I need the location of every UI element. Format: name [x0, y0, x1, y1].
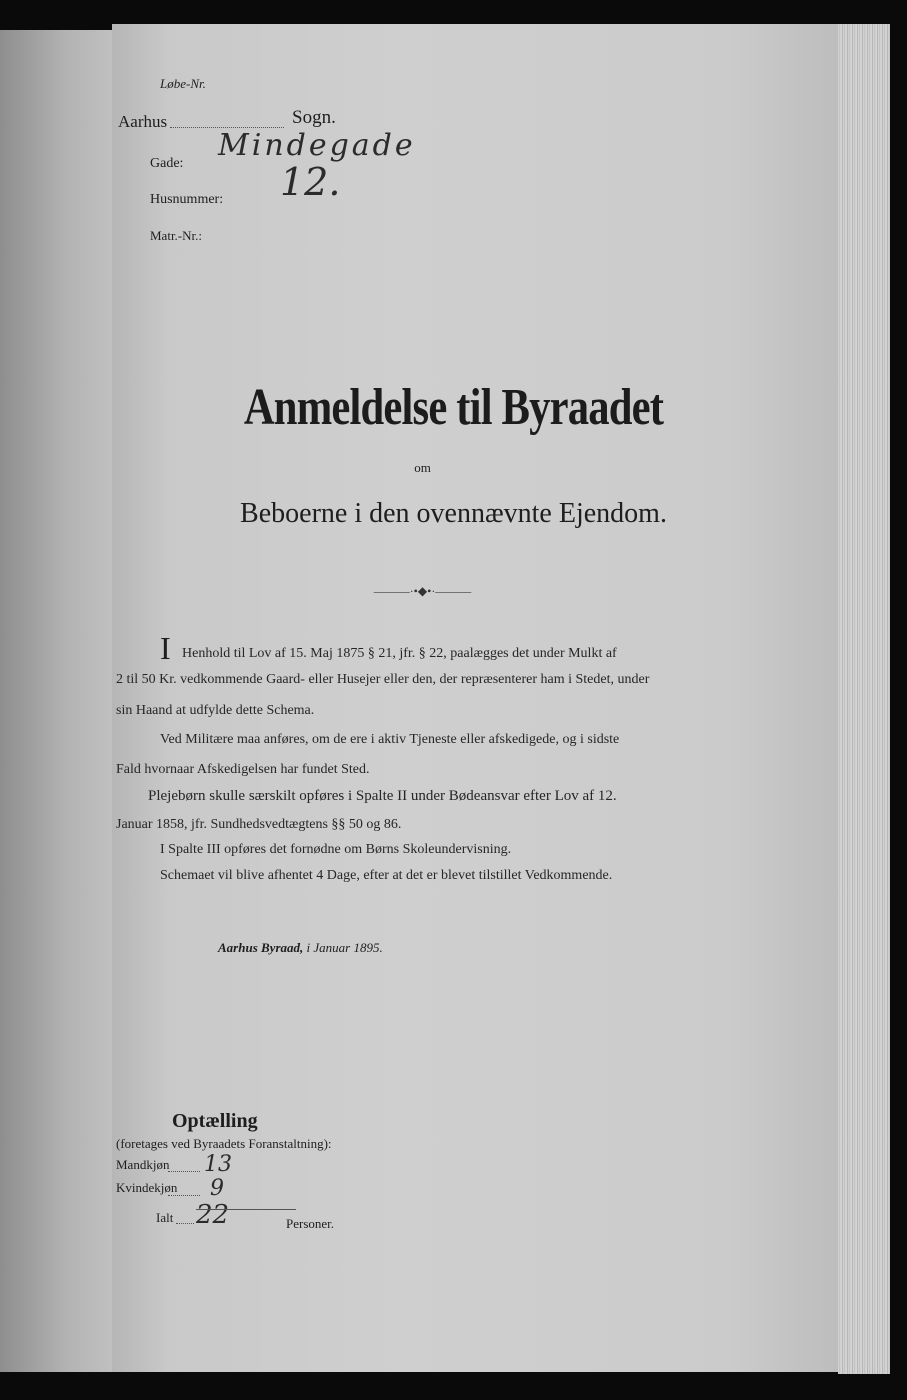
gade-label: Gade: — [150, 156, 184, 171]
kvindekjon-label: Kvindekjøn — [116, 1180, 178, 1195]
sogn-label: Sogn. — [292, 107, 336, 128]
ialt-dots — [176, 1222, 194, 1224]
ornament-divider: ———·•◆•·——— — [373, 584, 472, 598]
page-stack-edges — [838, 24, 890, 1374]
kvindekjon-dots — [168, 1194, 200, 1196]
count-note: (foretages ved Byraadets Foranstaltning): — [116, 1136, 332, 1151]
aarhus-label: Aarhus — [118, 112, 168, 131]
body-line-5: Fald hvornaar Afskedigelsen har fundet Sted. — [116, 762, 370, 777]
left-page-edge — [0, 30, 112, 1372]
lobe-nr-label: Løbe-Nr. — [160, 76, 206, 91]
count-heading: Optælling — [172, 1110, 258, 1132]
body-line-9: Schemaet vil blive afhentet 4 Dage, efter at det er blevet tilstillet Vedkommende. — [160, 868, 613, 883]
mandkjon-label: Mandkjøn — [116, 1157, 170, 1172]
body-line-4: Ved Militære maa anføres, om de ere i aktiv Tjeneste eller afskedigede, og i sidste — [160, 732, 620, 747]
matr-nr-label: Matr.-Nr.: — [150, 228, 202, 243]
document-title: Anmeldelse til Byraadet — [243, 379, 664, 436]
body-line-7: Januar 1858, jfr. Sundhedsvedtægtens §§ 50 og 86. — [116, 817, 402, 832]
ialt-handwritten-value: 22 — [196, 1200, 230, 1230]
document-subtitle: Beboerne i den ovennævnte Ejendom. — [240, 498, 667, 529]
signature-line — [218, 940, 383, 956]
husnummer-label: Husnummer: — [150, 192, 224, 207]
drop-cap-initial: I — [160, 630, 171, 666]
body-line-2: 2 til 50 Kr. vedkommende Gaard- eller Husejer eller den, der repræsenterer ham i Stedet, under — [116, 672, 650, 687]
mandkjon-dots — [168, 1170, 200, 1172]
ialt-label: Ialt — [156, 1210, 174, 1225]
husnummer-handwritten-value: 12. — [280, 160, 341, 204]
om-connector: om — [414, 460, 431, 475]
personer-label: Personer. — [286, 1216, 335, 1231]
body-line-8: I Spalte III opføres det fornødne om Børns Skoleundervisning. — [160, 842, 512, 857]
signature-date: i Januar 1895. — [306, 940, 383, 955]
body-line-3: sin Haand at udfylde dette Schema. — [116, 703, 315, 718]
mandkjon-handwritten-value: 13 — [204, 1152, 232, 1177]
signature-org: Aarhus Byraad, — [218, 940, 304, 955]
gade-handwritten-value: Mindegade — [218, 128, 416, 163]
kvindekjon-handwritten-value: 9 — [210, 1176, 224, 1201]
body-line-6: Plejebørn skulle særskilt opføres i Spalte II under Bødeansvar efter Lov af 12. — [148, 788, 617, 804]
body-line-1: Henhold til Lov af 15. Maj 1875 § 21, jfr. § 22, paalægges det under Mulkt af — [182, 646, 617, 661]
ialt-rule — [196, 1208, 296, 1210]
